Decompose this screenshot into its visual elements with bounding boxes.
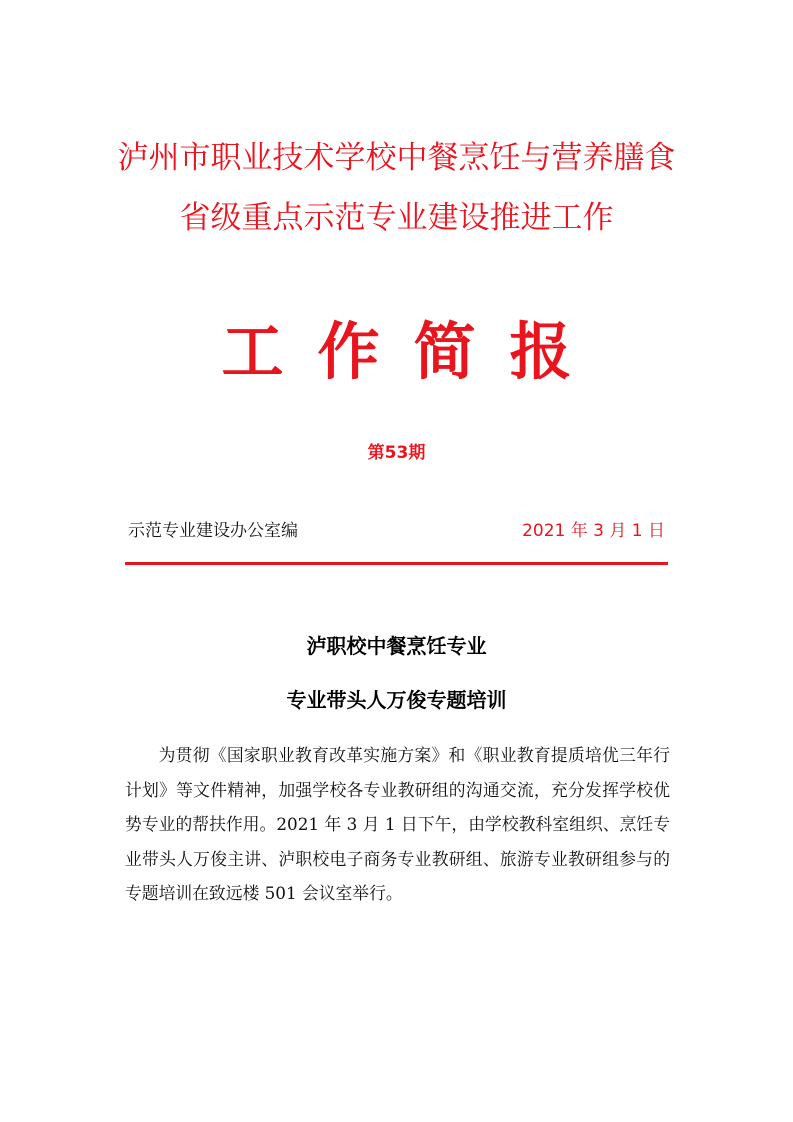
issue-number: 第53期 xyxy=(367,443,426,463)
publish-date: 2021 年 3 月 1 日 xyxy=(522,521,665,541)
header-title xyxy=(0,128,793,248)
article-title-line-2: 专业带头人万俊专题培训 xyxy=(286,688,507,712)
header-title-line-2: 省级重点示范专业建设推进工作 xyxy=(179,200,614,236)
header-title-line-1: 泸州市职业技术学校中餐烹饪与营养膳食 xyxy=(117,140,676,176)
article-paragraph: 为贯彻《国家职业教育改革实施方案》和《职业教育提质培优三年行计划》等文件精神，加强学校各专业教研组的沟通交流，充分发挥学校优势专业的帮扶作用。2021 年 3 月 1 日下午，由学校教科室组织、烹饪专业带头人万俊主讲、泸职校电子商务专业教研组、旅游专业教研组参与的专题培训在致远楼 501 会议室举行。 xyxy=(125,745,670,904)
header-divider xyxy=(125,562,668,565)
article-title-line-1: 泸职校中餐烹饪专业 xyxy=(306,634,487,658)
bulletin-title: 工作简报 xyxy=(221,315,606,388)
editor-label: 示范专业建设办公室编 xyxy=(128,521,298,541)
